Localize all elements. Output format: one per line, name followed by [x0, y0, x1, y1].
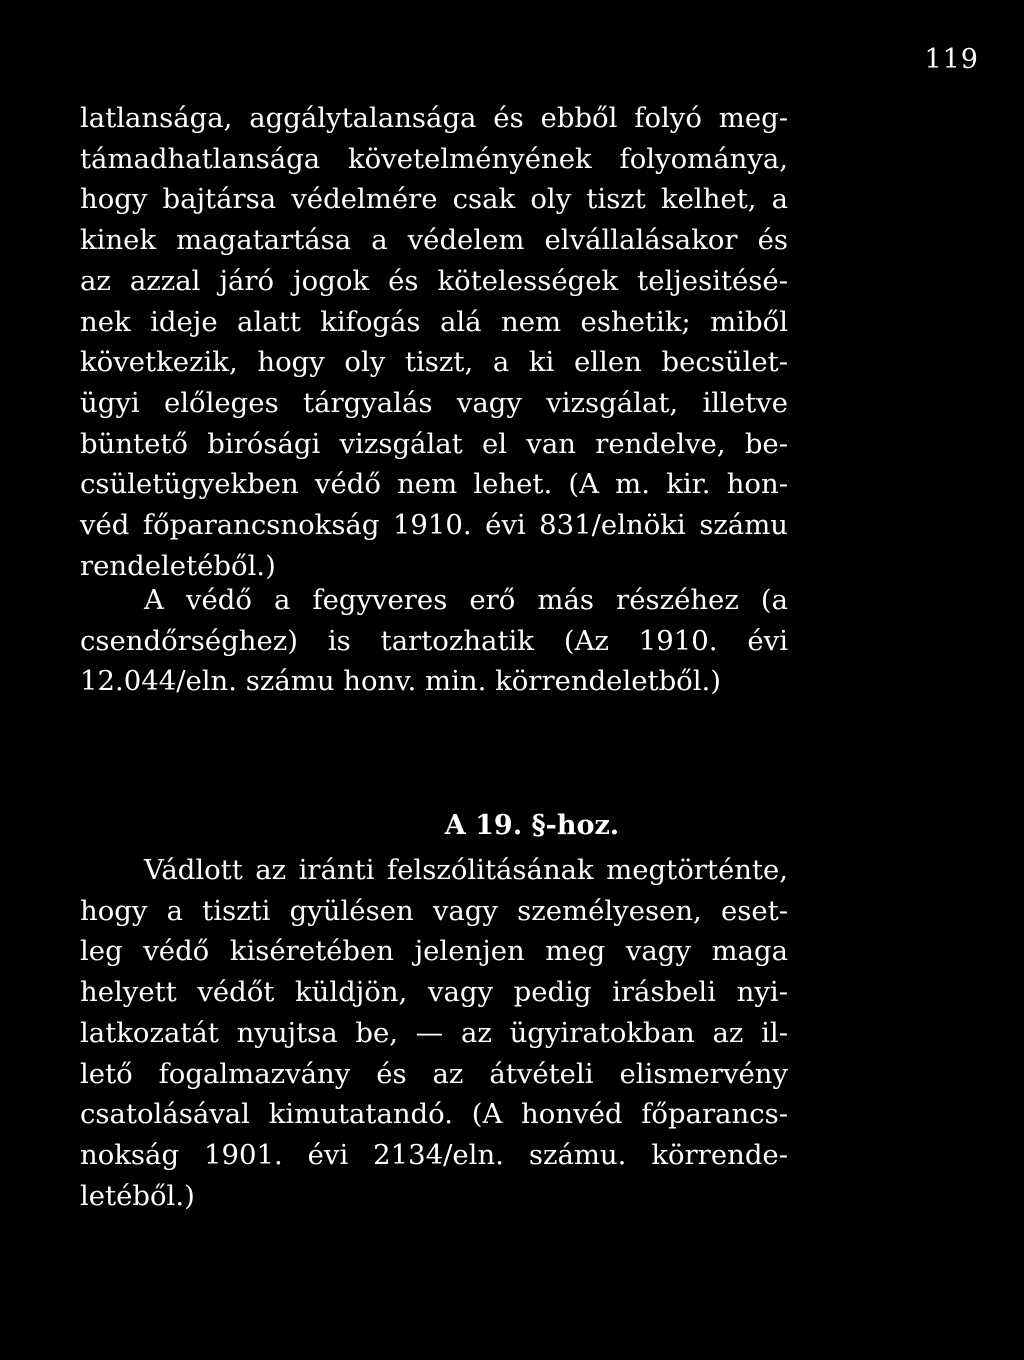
- paragraph-1-line: kinek magatartása a védelem elvállalásakor és: [80, 224, 788, 257]
- page-number: 119: [924, 44, 979, 75]
- paragraph-1-line: csületügyekben védő nem lehet. (A m. kir. hon-: [80, 468, 788, 501]
- paragraph-3-line: leg védő kiséretében jelenjen meg vagy maga: [80, 935, 788, 968]
- paragraph-3-line: lető fogalmazvány és az átvételi elismervény: [80, 1057, 788, 1090]
- paragraph-1-line: latlansága, aggálytalansága és ebből folyó meg-: [80, 102, 788, 134]
- paragraph-3-line: csatolásával kimutatandó. (A honvéd főparancs-: [80, 1098, 788, 1131]
- paragraph-2-line: A védő a fegyveres erő más részéhez (a: [144, 584, 788, 616]
- paragraph-3-line: latkozatát nyujtsa be, — az ügyiratokban az il-: [80, 1016, 788, 1049]
- paragraph-1-line: támadhatlansága követelményének folyománya,: [80, 142, 788, 175]
- paragraph-3-line: Vádlott az iránti felszólitásának megtörténte,: [144, 854, 788, 886]
- paragraph-1-line: büntető birósági vizsgálat el van rendelve, be-: [80, 427, 788, 460]
- paragraph-1-line: az azzal járó jogok és kötelességek teljesitésé-: [80, 264, 788, 297]
- paragraph-3-line: letéből.): [80, 1179, 195, 1212]
- paragraph-2: [80, 580, 788, 702]
- paragraph-2-line: csendőrséghez) is tartozhatik (Az 1910. évi: [80, 624, 788, 657]
- paragraph-3: [80, 850, 788, 1216]
- paragraph-1-line: ügyi előleges tárgyalás vagy vizsgálat, illetve: [80, 386, 788, 419]
- paragraph-1-line: rendeletéből.): [80, 549, 276, 582]
- paragraph-3-line: nokság 1901. évi 2134/eln. számu. körrende-: [80, 1138, 788, 1171]
- paragraph-1-line: nek ideje alatt kifogás alá nem eshetik; miből: [80, 305, 788, 338]
- section-heading: A 19. §-hoz.: [444, 810, 620, 841]
- paragraph-3-line: helyett védőt küldjön, vagy pedig irásbeli nyi-: [80, 976, 788, 1009]
- paragraph-1-line: következik, hogy oly tiszt, a ki ellen becsület-: [80, 346, 788, 379]
- paragraph-1-line: hogy bajtársa védelmére csak oly tiszt kelhet, a: [80, 183, 788, 216]
- paragraph-1-line: véd főparancsnokság 1910. évi 831/elnöki számu: [80, 509, 788, 542]
- paragraph-2-line: 12.044/eln. számu honv. min. körrendeletből.): [80, 665, 721, 698]
- paragraph-3-line: hogy a tiszti gyülésen vagy személyesen, eset-: [80, 894, 788, 927]
- paragraph-1: [80, 98, 788, 586]
